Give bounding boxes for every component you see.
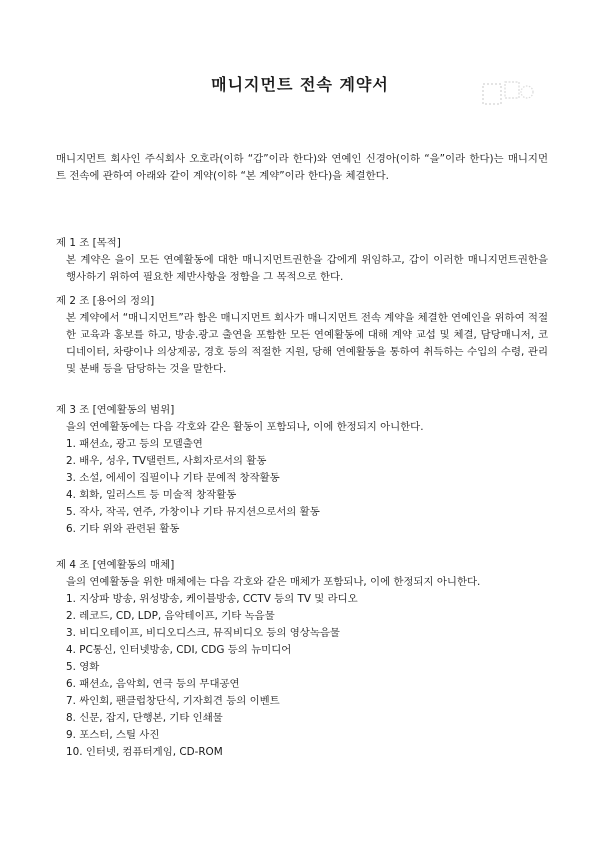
intro-paragraph: 매니지먼트 회사인 주식회사 오호라(이하 “갑”이라 한다)와 연예인 신경아(이하 “을”이라 한다)는 매니지먼트 전속에 관하여 아래와 같이 계약(이하 “본 계약”이라 한다)을 체결한다. [56, 153, 548, 182]
article-1 [56, 235, 548, 286]
list-item: 10. 인터넷, 컴퓨터게임, CD-ROM [66, 746, 223, 758]
article-heading: 제 4 조 [연예활동의 매체] [56, 559, 175, 571]
article-body: 을의 연예활동에는 다음 각호와 같은 활동이 포함되나, 이에 한정되지 아니한다. [66, 421, 424, 433]
list-item: 3. 소설, 에세이 집필이나 기타 문예적 창작활동 [66, 472, 280, 484]
article-body: 본 계약에서 “매니지먼트”라 함은 매니지먼트 회사가 매니지먼트 전속 계약을 체결한 연예인을 위하여 적절한 교육과 홍보를 하고, 방송.광고 출연을 포함한 모든 연예활동에 대해 계약 교섭 및 체결, 담당매니저, 코디네이터, 차량이나 의상제공, 경호 등의 적절한 지원, 당해 연예활동을 통하여 취득하는 수입의 수령, 관리 및 분배 등을 담당하는 것을 말한다. [66, 312, 549, 375]
list-item: 2. 레코드, CD, LDP, 음악테이프, 기타 녹음물 [66, 610, 275, 622]
document-title: 매니지먼트 전속 계약서 [211, 75, 389, 94]
list-item: 7. 싸인회, 팬클럽창단식, 기자회견 등의 이벤트 [66, 695, 280, 707]
seal-stamp [481, 80, 537, 108]
list-item: 1. 지상파 방송, 위성방송, 케이블방송, CCTV 등의 TV 및 라디오 [66, 593, 358, 605]
list-item: 5. 영화 [66, 661, 100, 673]
list-item: 5. 작사, 작곡, 연주, 가창이나 기타 뮤지션으로서의 활동 [66, 506, 320, 518]
list-item: 3. 비디오테이프, 비디오디스크, 뮤직비디오 등의 영상녹음물 [66, 627, 340, 639]
article-4 [56, 557, 548, 761]
article-heading: 제 1 조 [목적] [56, 237, 121, 249]
list-item: 2. 배우, 성우, TV탤런트, 사회자로서의 활동 [66, 455, 267, 467]
article-3 [56, 402, 548, 538]
list-item: 6. 패션쇼, 음악회, 연극 등의 무대공연 [66, 678, 240, 690]
list-item: 6. 기타 위와 관련된 활동 [66, 523, 180, 535]
list-item: 1. 패션쇼, 광고 등의 모델출연 [66, 438, 203, 450]
list-item: 9. 포스터, 스틸 사진 [66, 729, 160, 741]
contract-intro [56, 151, 548, 185]
list-item: 4. 회화, 일러스트 등 미술적 창작활동 [66, 489, 237, 501]
media-list [56, 591, 548, 761]
article-2 [56, 293, 548, 378]
article-body: 본 계약은 을이 모든 연예활동에 대한 매니지먼트권한을 갑에게 위임하고, 갑이 이러한 매니지먼트권한을 행사하기 위하여 필요한 제반사항을 정함을 그 목적으로 한다. [66, 254, 548, 283]
article-heading: 제 3 조 [연예활동의 범위] [56, 404, 175, 416]
article-body: 을의 연예활동을 위한 매체에는 다음 각호와 같은 매체가 포함되나, 이에 한정되지 아니한다. [66, 576, 481, 588]
list-item: 4. PC통신, 인터넷방송, CDI, CDG 등의 뉴미디어 [66, 644, 292, 656]
activity-list [56, 436, 548, 538]
article-heading: 제 2 조 [용어의 정의] [56, 295, 155, 307]
list-item: 8. 신문, 잡지, 단행본, 기타 인쇄물 [66, 712, 223, 724]
